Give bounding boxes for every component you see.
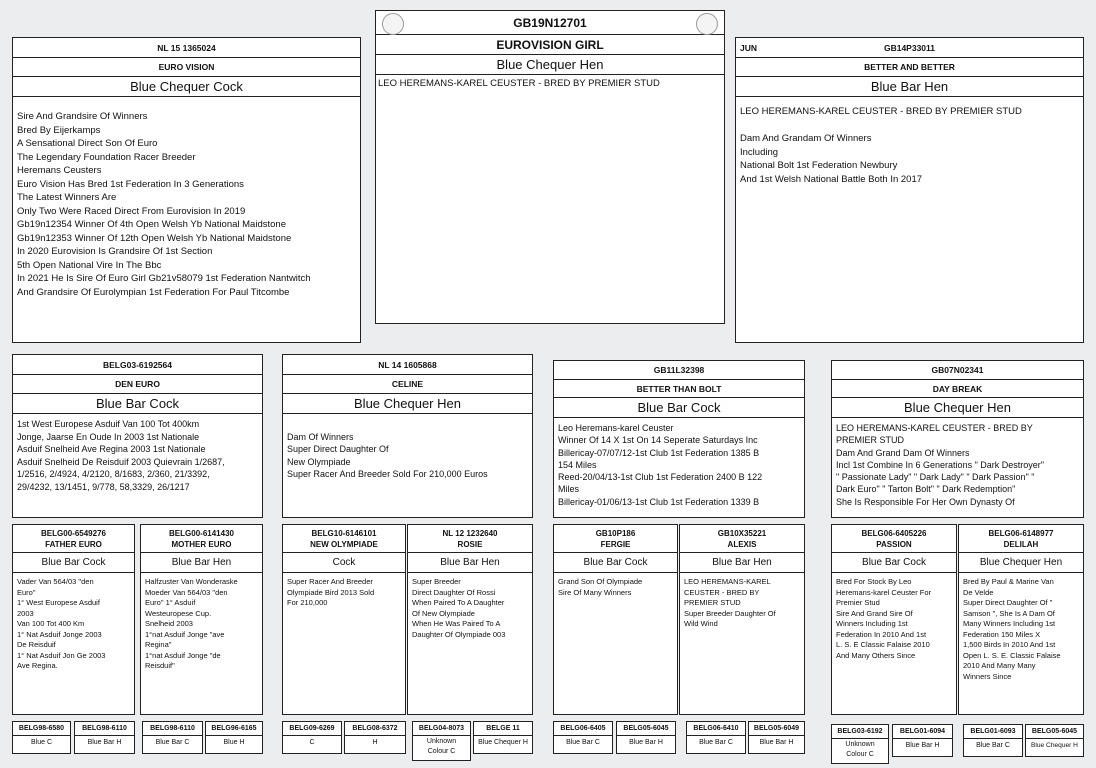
ggp-ring: BELG00-6549276 [41, 529, 106, 538]
punch-hole-left [382, 13, 404, 35]
ggp-name: FERGIE [600, 540, 631, 549]
ggp-text: LEO HEREMANS-KAREL CEUSTER - BRED BY PREMIER STUD Super Breeder Daughter Of Wild Wind [684, 577, 776, 628]
main-bird-card [375, 10, 725, 324]
gp-color: Blue Chequer Hen [832, 398, 1083, 418]
ggp-name: MOTHER EURO [171, 540, 232, 549]
ggp-text: Super Racer And Breeder Olympiade Bird 2013 Sold For 210,000 [287, 577, 375, 607]
great-grandparent-card [958, 524, 1084, 715]
gggp-color: Blue Bar H [87, 739, 122, 746]
gggp-color: Blue Chequer H [478, 739, 528, 746]
gggp-ring: BELGE 11 [474, 722, 532, 736]
gggp-color: H [372, 739, 378, 746]
dam-color: Blue Bar Hen [736, 77, 1083, 97]
main-ring: GB19N12701 [376, 11, 724, 35]
gggp-box [473, 721, 533, 754]
gggp-ring: BELG01-6094 [893, 725, 952, 739]
gggp-box [831, 724, 889, 764]
ggp-color: Blue Bar Cock [554, 553, 677, 573]
ggp-ring: BELG10-6146101 [311, 529, 377, 538]
gp-ring: BELG03-6192564 [13, 355, 262, 375]
gp-color: Blue Bar Cock [13, 394, 262, 414]
gggp-color: Unknown Colour C [426, 738, 457, 755]
ggp-header [554, 525, 677, 553]
ggp-header [408, 525, 532, 553]
gggp-ring: BELG01-6093 [964, 725, 1022, 739]
ggp-text: Halfzuster Van Wonderaske Moeder Van 564/03 "den Euro" 1° Asduif Westeuropese Cup. Snelheid 2003 1°nat Asduif Jonge "ave Regina" 1°nat Asduif Jonge "de Reisduif" [145, 577, 238, 670]
gggp-box [963, 724, 1023, 757]
great-grandparent-card [12, 524, 135, 715]
gggp-box [344, 721, 406, 754]
gggp-ring: BELG04-8073 [413, 722, 470, 736]
dam-header [736, 38, 1083, 58]
gggp-color: Blue Chequer H [1031, 742, 1078, 749]
gp-name: DAY BREAK [832, 380, 1083, 398]
ggp-ring: BELG06-6148977 [988, 529, 1054, 538]
ggp-header [959, 525, 1083, 553]
gggp-box [282, 721, 342, 754]
gp-name: DEN EURO [13, 375, 262, 394]
gp-name: BETTER THAN BOLT [554, 380, 804, 398]
gp-color: Blue Bar Cock [554, 398, 804, 418]
ggp-text: Grand Son Of Olympiade Sire Of Many Winners [558, 577, 643, 597]
dam-card [735, 37, 1084, 343]
sire-name: EURO VISION [13, 58, 360, 77]
ggp-ring: BELG00-6141430 [169, 529, 234, 538]
ggp-color: Blue Bar Hen [141, 553, 262, 573]
gggp-color: Blue Bar C [566, 739, 600, 746]
great-grandparent-card [407, 524, 533, 715]
gggp-ring: BELG05-6045 [617, 722, 675, 736]
grandparent-card [282, 354, 533, 518]
gggp-box [205, 721, 263, 754]
ggp-name: NEW OLYMPIADE [310, 540, 378, 549]
great-grandparent-card [140, 524, 263, 715]
grandparent-card [831, 360, 1084, 518]
gggp-ring: BELG06-6405 [554, 722, 612, 736]
grandparent-card [553, 360, 805, 518]
gggp-color: Blue C [30, 739, 52, 746]
gggp-color: C [309, 739, 315, 746]
gggp-box [616, 721, 676, 754]
main-color: Blue Chequer Hen [376, 55, 724, 75]
ggp-header [283, 525, 405, 553]
ggp-color: Blue Chequer Hen [959, 553, 1083, 573]
main-name: EUROVISION GIRL [376, 35, 724, 55]
ggp-header [141, 525, 262, 553]
gggp-box [686, 721, 746, 754]
ggp-color: Blue Bar Hen [408, 553, 532, 573]
dam-name: BETTER AND BETTER [736, 58, 1083, 77]
gggp-color: Blue H [223, 739, 245, 746]
dam-prefix: JUN [740, 43, 758, 53]
sire-card [12, 37, 361, 343]
gggp-ring: BELG98-6110 [143, 722, 202, 736]
ggp-text: Bred By Paul & Marine Van De Velde Super Direct Daughter Of " Samson ", She Is A Dam Of Many Winners Including 1st Federation 150 Miles X 1,500 Birds In 2010 And 1st Open L. S. E. Classic Falaise 2010 And Many Many Winners Since [963, 577, 1061, 681]
gggp-color: Blue Bar C [155, 739, 190, 746]
sire-text: Sire And Grandsire Of Winners Bred By Eijerkamps A Sensational Direct Son Of Euro The Legendary Foundation Racer Breeder Heremans Ceusters Euro Vision Has Bred 1st Federation In 3 Generations The Latest Winners Are Only Two Were Raced Direct From Eurovision In 2019 Gb19n12354 Winner Of 4th Open Welsh Yb National Maidstone Gb19n12353 Winner Of 12th Open Welsh Yb National Maidstone In 2020 Eurovision Is Grandsire Of 1st Section 5th Open National Vire In The Bbc In 2021 He Is Sire Of Euro Girl Gb21v58079 1st Federation Nantwitch And Grandsire Of Eurolympian 1st Federation For Paul Titcombe [17, 111, 311, 298]
sire-ring: NL 15 1365024 [13, 38, 360, 58]
ggp-header [680, 525, 804, 553]
gggp-ring: BELG03-6192 [832, 725, 888, 739]
gp-name: CELINE [283, 375, 532, 394]
ggp-name: ROSIE [457, 540, 483, 549]
gggp-box [74, 721, 135, 754]
gggp-ring: BELG98-6580 [13, 722, 70, 736]
gp-text: 1st West Europese Asduif Van 100 Tot 400km Jonge, Jaarse En Oude In 2003 1st Nationale Asduif Snelheid Ave Regina 2003 1st Nationale Asduif Snelheid De Reisduif 2003 Quievrain 1/2687, 1/2516, 2/4924, 4/2120, 8/1683, 2/360, 21/3392, 29/4232, 13/1451, 9/778, 58,3329, 26/1217 [17, 419, 225, 492]
great-grandparent-card [553, 524, 678, 715]
gggp-box [12, 721, 71, 754]
gggp-color: Blue Bar C [699, 739, 733, 746]
ggp-text: Bred For Stock By Leo Heremans-karel Ceuster For Premier Stud Sire And Grand Sire Of Winners Including 1st Federation In 2010 And 1st L. S. E Classic Falaise 2010 And Many Others Since [836, 577, 932, 660]
gggp-box [892, 724, 953, 757]
gggp-color: Blue Bar C [976, 742, 1010, 749]
ggp-color: Cock [283, 553, 405, 573]
gp-text: Leo Heremans-karel Ceuster Winner Of 14 X 1st On 14 Seperate Saturdays Inc Billericay-07/07/12-1st Club 1st Federation 1385 B 154 Miles Reed-20/04/13-1st Club 1st Federation 2400 B 122 Miles Billericay-01/06/13-1st Club 1st Federation 1339 B [558, 423, 763, 507]
gggp-box [553, 721, 613, 754]
gp-ring: GB11L32398 [554, 361, 804, 380]
gggp-box [142, 721, 203, 754]
ggp-ring: NL 12 1232640 [442, 529, 498, 538]
ggp-color: Blue Bar Cock [832, 553, 956, 573]
ggp-ring: BELG06-6405226 [861, 529, 927, 538]
ggp-color: Blue Bar Hen [680, 553, 804, 573]
ggp-name: DELILAH [1003, 540, 1039, 549]
gggp-box [412, 721, 471, 761]
gp-text: Dam Of Winners Super Direct Daughter Of New Olympiade Super Racer And Breeder Sold For 210,000 Euros [287, 431, 488, 479]
gggp-ring: BELG05-6045 [1026, 725, 1083, 739]
great-grandparent-card [679, 524, 805, 715]
gp-color: Blue Chequer Hen [283, 394, 532, 414]
ggp-name: ALEXIS [727, 540, 757, 549]
grandparent-card [12, 354, 263, 518]
gp-text: LEO HEREMANS-KAREL CEUSTER - BRED BY PREMIER STUD Dam And Grand Dam Of Winners Incl 1st Combine In 6 Generations " Dark Destroyer" " Passionate Lady" " Dark Lady" " Dark Passion" " Dark Euro" " Tarton Bolt" " Dark Redemption" She Is Responsible For Her Own Dynasty Of [836, 423, 1044, 507]
gggp-ring: BELG06-6410 [687, 722, 745, 736]
gggp-box [748, 721, 805, 754]
sire-color: Blue Chequer Cock [13, 77, 360, 97]
great-grandparent-card [282, 524, 406, 715]
gp-ring: GB07N02341 [832, 361, 1083, 380]
dam-ring: GB14P33011 [883, 43, 936, 53]
main-text: LEO HEREMANS-KAREL CEUSTER - BRED BY PREMIER STUD [378, 78, 660, 89]
ggp-name: FATHER EURO [45, 540, 102, 549]
gggp-color: Blue Bar H [629, 739, 663, 746]
gp-ring: NL 14 1605868 [283, 355, 532, 375]
gggp-box [1025, 724, 1084, 757]
great-grandparent-card [831, 524, 957, 715]
ggp-header [13, 525, 134, 553]
gggp-ring: BELG08-6372 [345, 722, 405, 736]
gggp-color: Blue Bar H [759, 739, 794, 746]
punch-hole-right [696, 13, 718, 35]
ggp-color: Blue Bar Cock [13, 553, 134, 573]
gggp-ring: BELG98-6110 [75, 722, 134, 736]
gggp-ring: BELG05-6049 [749, 722, 804, 736]
gggp-ring: BELG96-6165 [206, 722, 262, 736]
ggp-header [832, 525, 956, 553]
ggp-text: Super Breeder Direct Daughter Of Rossi When Paired To A Daughter Of New Olympiade When He Was Paired To A Daughter Of Olympiade 003 [412, 577, 506, 639]
gggp-color: Unknown Colour C [845, 741, 875, 758]
gggp-color: Blue Bar H [905, 742, 940, 749]
ggp-text: Vader Van 564/03 "den Euro" 1° West Europese Asduif 2003 Van 100 Tot 400 Km 1° Nat Asduif Jonge 2003 De Reisduif 1° Nat Asduif Jon Ge 2003 Ave Regina. [17, 577, 106, 670]
dam-text: LEO HEREMANS-KAREL CEUSTER - BRED BY PREMIER STUD Dam And Grandam Of Winners Including National Bolt 1st Federation Newbury And 1st Welsh National Battle Both In 2017 [740, 106, 1022, 185]
ggp-ring: GB10P186 [595, 529, 636, 538]
gggp-ring: BELG09-6269 [283, 722, 341, 736]
ggp-name: PASSION [876, 540, 912, 549]
ggp-ring: GB10X35221 [717, 529, 767, 538]
